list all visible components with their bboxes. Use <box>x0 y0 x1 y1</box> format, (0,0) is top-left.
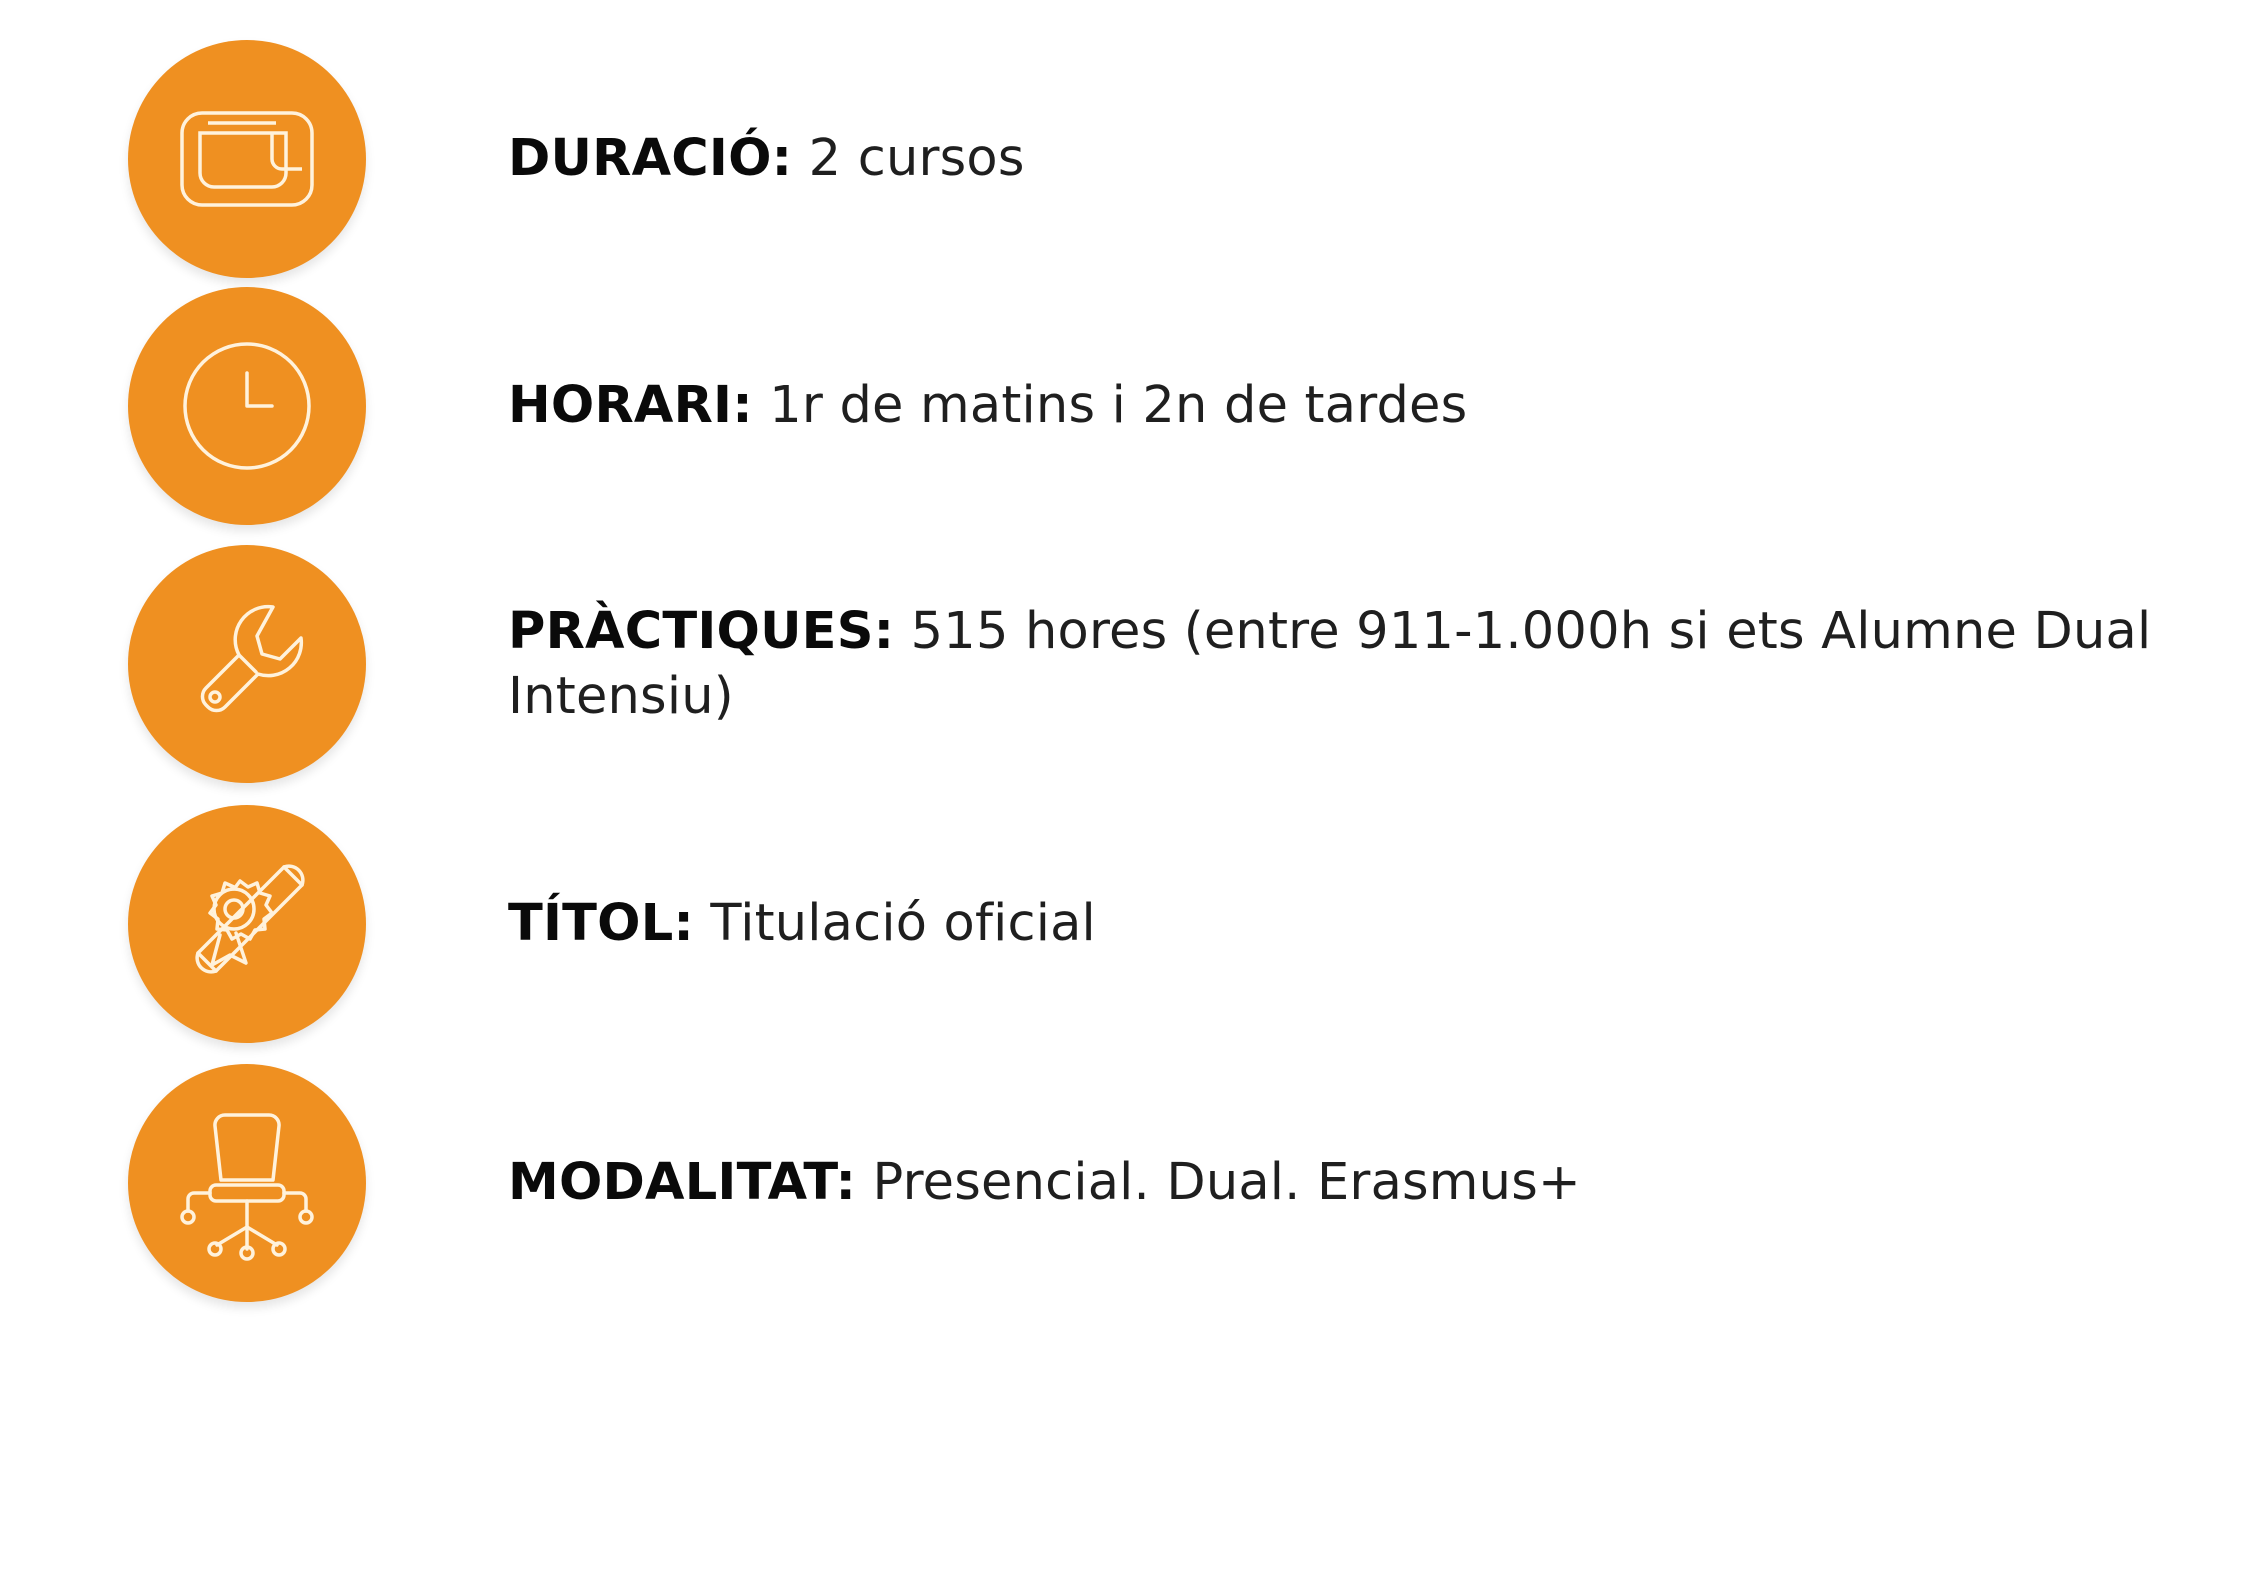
info-row-text <box>508 126 1025 191</box>
diploma-icon <box>128 805 366 1043</box>
info-row-value: 515 hores (entre 911-1.000h si ets Alumne Dual Intensiu) <box>508 601 2152 726</box>
info-row-value: 1r de matins i 2n de tardes <box>752 376 1468 436</box>
info-row-value: 2 cursos <box>792 129 1025 189</box>
office-chair-icon <box>128 1064 366 1302</box>
info-row-label: TÍTOL: <box>508 894 695 954</box>
info-row-label: DURACIÓ: <box>508 129 793 189</box>
info-row-label: HORARI: <box>508 376 753 436</box>
info-row-value: Titulació oficial <box>694 894 1096 954</box>
info-row-duracio <box>0 34 2245 284</box>
wrench-icon <box>128 545 366 783</box>
info-row-practiques <box>0 528 2245 800</box>
info-row-text <box>508 891 1096 956</box>
info-row-text <box>508 599 2208 730</box>
info-row-label: MODALITAT: <box>508 1153 857 1213</box>
info-row-text <box>508 1150 1581 1215</box>
info-row-value: Presencial. Dual. Erasmus+ <box>856 1153 1581 1213</box>
info-row-modalitat <box>0 1048 2245 1318</box>
info-row-text <box>508 373 1467 438</box>
info-row-horari <box>0 284 2245 528</box>
wallet-icon <box>128 40 366 278</box>
clock-icon <box>128 287 366 525</box>
info-row-label: PRÀCTIQUES: <box>508 601 895 661</box>
info-row-titol <box>0 800 2245 1048</box>
